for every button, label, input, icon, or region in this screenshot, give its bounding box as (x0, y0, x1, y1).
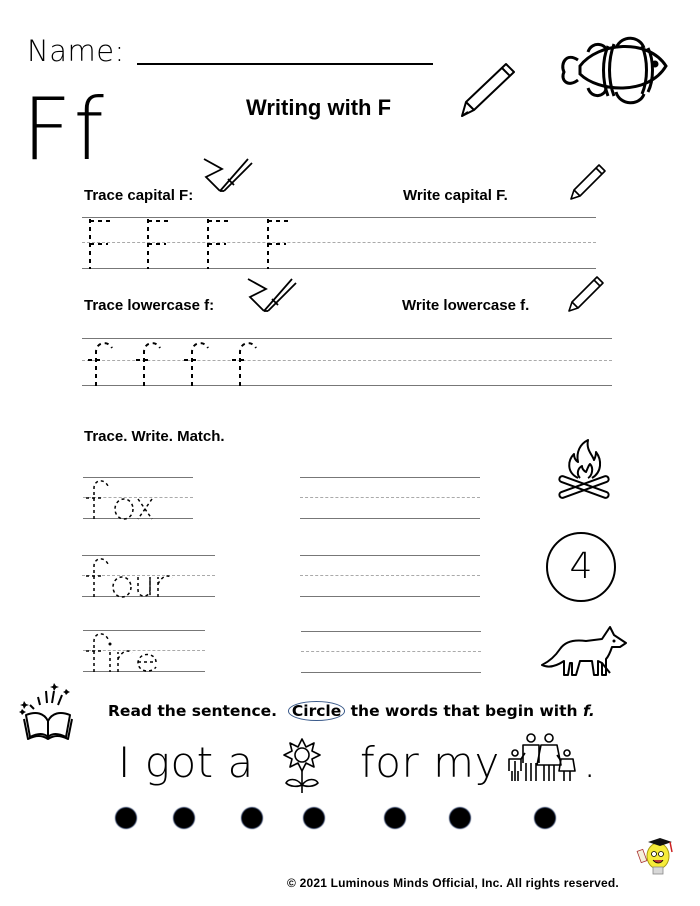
big-letters: Ff (22, 80, 106, 180)
trace-lowercase-label: Trace lowercase f: (84, 297, 215, 314)
word-dot-3[interactable] (242, 808, 262, 828)
word-dot-7[interactable] (535, 808, 555, 828)
trace-lowercase-f (84, 338, 284, 392)
flower-icon[interactable] (282, 737, 322, 797)
instruction-suffix: the words that begin with (350, 702, 578, 720)
word-dot-5[interactable] (385, 808, 405, 828)
write-lowercase-label: Write lowercase f. (402, 297, 530, 314)
number-four-circle (546, 532, 616, 602)
instruction-letter: f. (582, 702, 595, 720)
write-capital-label: Write capital F. (403, 187, 508, 204)
name-label: Name: (27, 34, 125, 68)
sentence (118, 738, 254, 787)
circle-word: Circle (288, 701, 345, 721)
lightbulb-mascot-icon (636, 836, 676, 884)
write-word-track-1[interactable] (300, 477, 480, 519)
copyright-text: © 2021 Luminous Minds Official, Inc. All rights reserved. (287, 876, 619, 890)
trace-word-four (84, 556, 184, 602)
sentence-end: . (583, 738, 597, 787)
campfire-icon (556, 438, 612, 506)
fox-icon (540, 625, 632, 681)
page-title: Writing with F (246, 95, 392, 120)
trace-capital-f-1 (86, 219, 346, 275)
word-dot-1[interactable] (116, 808, 136, 828)
trace-capital-label: Trace capital F: (84, 187, 194, 204)
write-word-track-3[interactable] (301, 631, 481, 673)
name-input-line[interactable] (137, 63, 433, 65)
sentence-part-2[interactable]: for my (360, 738, 500, 787)
write-word-track-2[interactable] (300, 555, 480, 597)
match-heading: Trace. Write. Match. (84, 428, 225, 445)
number-four: 4 (569, 546, 593, 587)
pencil-icon (456, 58, 520, 124)
pen-writing-icon (196, 155, 256, 201)
sentence-instruction (108, 701, 595, 721)
word-dot-4[interactable] (304, 808, 324, 828)
pen-writing-icon (240, 275, 300, 321)
word-dot-2[interactable] (174, 808, 194, 828)
pencil-icon (566, 274, 606, 318)
sentence-part-1[interactable]: I got a (118, 738, 254, 787)
family-icon[interactable] (507, 733, 579, 787)
pencil-icon (568, 162, 608, 206)
instruction-prefix: Read the sentence. (108, 702, 278, 720)
sentence-middle (360, 738, 500, 787)
trace-word-fire (84, 631, 174, 677)
open-book-icon (18, 683, 80, 745)
word-dot-6[interactable] (450, 808, 470, 828)
trace-word-fox (84, 478, 164, 524)
clownfish-icon (558, 30, 678, 114)
